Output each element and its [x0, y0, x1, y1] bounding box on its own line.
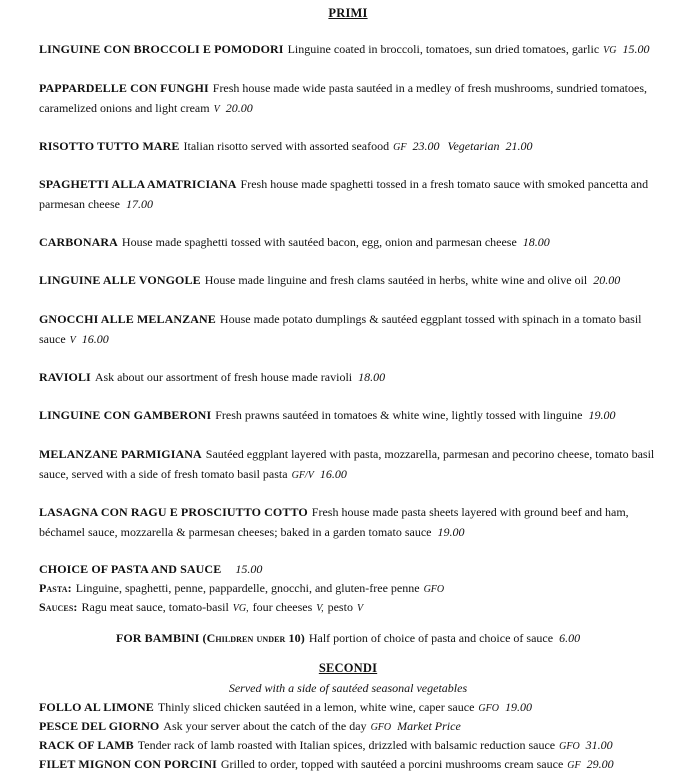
dietary-tag: GFO: [478, 703, 499, 714]
choice-item: [39, 560, 667, 580]
item-name: PESCE DEL GIORNO: [39, 719, 160, 733]
menu-item: [39, 406, 667, 426]
sauce-option: four cheeses: [252, 600, 313, 614]
item-description: Italian risotto served with assorted seafood: [183, 139, 390, 153]
item-price: 29.00: [586, 757, 614, 771]
item-description: Ask about our assortment of fresh house made ravioli: [94, 370, 353, 384]
dietary-tag: GFO: [423, 584, 445, 595]
item-name: LINGUINE CON GAMBERONI: [39, 408, 212, 422]
item-price: 23.00: [412, 139, 440, 153]
menu-item: [39, 233, 667, 253]
pasta-options: [39, 579, 667, 600]
item-description: Thinly sliced chicken sautéed in a lemon, white wine, caper sauce: [157, 700, 475, 714]
dietary-tag: GFO: [370, 722, 392, 733]
menu-item: [39, 271, 667, 291]
menu-item: [39, 137, 667, 158]
menu-item: [39, 503, 667, 542]
item-price: 6.00: [559, 631, 581, 645]
item-price: 15.00: [235, 562, 263, 576]
item-name: FOR BAMBINI (Children under 10): [115, 631, 305, 645]
item-description: House made spaghetti tossed with sautéed bacon, egg, onion and parmesan cheese: [121, 235, 517, 249]
item-name: FOLLO AL LIMONE: [39, 700, 154, 714]
item-price: 19.00: [437, 524, 465, 539]
dietary-tag: GFO: [559, 741, 580, 752]
item-name: LASAGNA CON RAGU E PROSCIUTTO COTTO: [39, 505, 308, 519]
dietary-tag: GF: [567, 760, 581, 771]
menu-item: [39, 368, 667, 388]
sauce-options: [39, 598, 667, 619]
secondi-subtitle: Served with a side of sautéed seasonal vegetables: [228, 681, 468, 695]
item-name: CHOICE OF PASTA AND SAUCE: [39, 562, 222, 576]
menu-item: [39, 755, 667, 776]
item-description: House made linguine and fresh clams sautéed in herbs, white wine and olive oil: [204, 273, 588, 287]
item-name: RACK OF LAMB: [39, 738, 134, 752]
item-price: 31.00: [585, 738, 613, 752]
item-name: SPAGHETTI ALLA AMATRICIANA: [39, 177, 237, 191]
item-name: CARBONARA: [39, 235, 118, 249]
item-description: Fresh house made spaghetti tossed in a fresh tomato sauce with smoked pancetta and parmesan cheese: [39, 177, 649, 211]
sauces-label: Sauces:: [39, 600, 78, 614]
item-name: LINGUINE ALLE VONGOLE: [39, 273, 201, 287]
dietary-tag: GF: [393, 142, 407, 153]
item-name: PAPPARDELLE CON FUNGHI: [39, 81, 209, 95]
item-price: 19.00: [588, 408, 616, 422]
item-price: 19.00: [504, 700, 532, 714]
dietary-tag: V,: [316, 603, 324, 614]
item-name: LINGUINE CON BROCCOLI E POMODORI: [39, 42, 284, 56]
item-description: Fresh house made wide pasta sautéed in a medley of fresh mushrooms, sundried tomatoes, caramelized onions and light cream: [39, 81, 647, 115]
vegetarian-option: Vegetarian: [447, 139, 500, 153]
menu-item: [39, 310, 667, 350]
item-name: FILET MIGNON CON PORCINI: [39, 757, 217, 771]
item-description: Ask your server about the catch of the day: [163, 719, 367, 733]
secondi-heading: SECONDI: [318, 661, 378, 675]
dietary-tag: V: [356, 603, 364, 614]
menu-item: [39, 698, 667, 719]
sauce-option: pesto: [327, 600, 353, 614]
item-price: 15.00: [622, 42, 650, 56]
item-description: Tender rack of lamb roasted with Italian spices, drizzled with balsamic reduction sauce: [137, 738, 556, 752]
item-description: Fresh prawns sautéed in tomatoes & white wine, lightly tossed with linguine: [215, 408, 583, 422]
item-description: Fresh house made pasta sheets layered with ground beef and ham, béchamel sauce, mozzarella & parmesan cheeses; baked in a garden tomato sauce: [39, 505, 629, 539]
menu-item: [39, 445, 667, 485]
bambini-item: [0, 629, 696, 649]
vegetarian-price: 21.00: [505, 139, 533, 153]
item-price: 20.00: [225, 100, 253, 115]
sauce-option: Ragu meat sauce, tomato-basil: [81, 600, 229, 614]
item-price: 18.00: [522, 235, 550, 249]
item-price: 17.00: [125, 196, 153, 211]
dietary-tag: V: [69, 334, 76, 346]
menu-item: [39, 175, 667, 214]
item-name: RAVIOLI: [39, 370, 91, 384]
item-price: 16.00: [81, 331, 109, 346]
menu-item: [39, 79, 667, 119]
menu-item: [39, 717, 667, 738]
item-name: RISOTTO TUTTO MARE: [39, 139, 180, 153]
item-price: 20.00: [593, 273, 621, 287]
item-description: Half portion of choice of pasta and choice of sauce: [308, 631, 554, 645]
item-name: MELANZANE PARMIGIANA: [39, 447, 202, 461]
menu-item: [39, 736, 667, 757]
dietary-tag: V: [213, 103, 220, 115]
dietary-tag: VG: [603, 45, 617, 56]
dietary-tag: GF/V: [291, 469, 314, 481]
pasta-label: Pasta:: [39, 581, 72, 595]
item-price: 18.00: [358, 370, 386, 384]
menu-item: [39, 40, 667, 61]
pasta-list: Linguine, spaghetti, penne, pappardelle, gnocchi, and gluten-free penne: [75, 581, 420, 595]
item-description: Sautéed eggplant layered with pasta, mozzarella, parmesan and pecorino cheese, tomato basil sauce, served with a side of fresh tomato basil pasta: [39, 447, 655, 481]
item-price: 16.00: [319, 466, 347, 481]
item-description: Linguine coated in broccoli, tomatoes, sun dried tomatoes, garlic: [287, 42, 600, 56]
item-price: Market Price: [397, 719, 461, 733]
item-name: GNOCCHI ALLE MELANZANE: [39, 312, 216, 326]
primi-heading: PRIMI: [328, 6, 368, 20]
item-description: Grilled to order, topped with sautéed a porcini mushrooms cream sauce: [220, 757, 564, 771]
dietary-tag: VG,: [232, 603, 249, 614]
item-description: House made potato dumplings & sautéed eggplant tossed with spinach in a tomato basil sauce: [39, 312, 642, 346]
